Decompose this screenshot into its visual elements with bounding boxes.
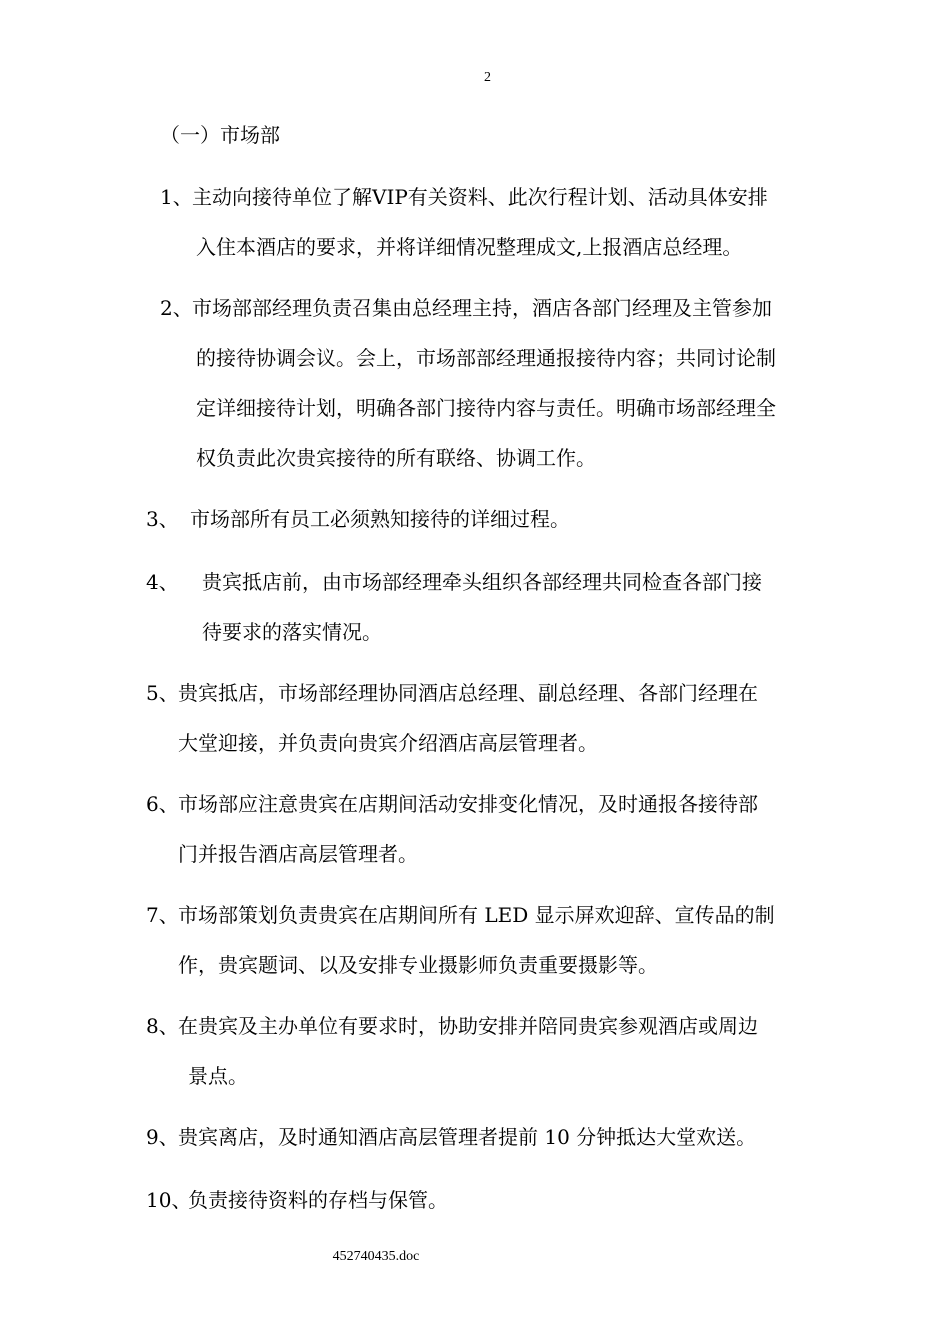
list-item bbox=[160, 172, 768, 272]
item-line: 市场部所有员工必须熟知接待的详细过程。 bbox=[190, 507, 570, 531]
item-number: 7、 bbox=[146, 903, 179, 927]
item-line: 待要求的落实情况。 bbox=[202, 620, 382, 644]
section-heading: （一）市场部 bbox=[160, 123, 280, 147]
item-number: 4、 bbox=[146, 570, 179, 594]
list-item bbox=[160, 283, 776, 483]
item-line: 定详细接待计划，明确各部门接待内容与责任。明确市场部经理全 bbox=[196, 396, 776, 420]
list-item bbox=[146, 1001, 758, 1101]
item-line: 景点。 bbox=[188, 1064, 248, 1088]
item-line: 入住本酒店的要求，并将详细情况整理成文,上报酒店总经理。 bbox=[196, 235, 743, 259]
item-number: 2、 bbox=[160, 296, 193, 320]
item-line: 门并报告酒店高层管理者。 bbox=[178, 842, 418, 866]
item-line: 贵宾抵店，市场部经理协同酒店总经理、副总经理、各部门经理在 bbox=[178, 681, 758, 705]
item-number: 3、 bbox=[146, 507, 179, 531]
item-line: 贵宾离店，及时通知酒店高层管理者提前 10 分钟抵达大堂欢送。 bbox=[178, 1125, 757, 1149]
list-item bbox=[146, 779, 758, 879]
item-number: 1、 bbox=[160, 185, 193, 209]
page-number: 2 bbox=[484, 70, 491, 85]
item-line: 大堂迎接，并负责向贵宾介绍酒店高层管理者。 bbox=[178, 731, 598, 755]
item-line: 主动向接待单位了解VIP有关资料、此次行程计划、活动具体安排 bbox=[192, 185, 768, 209]
item-line: 负责接待资料的存档与保管。 bbox=[188, 1188, 448, 1212]
list-item bbox=[146, 1175, 448, 1225]
list-item bbox=[146, 668, 758, 768]
list-item bbox=[146, 557, 762, 657]
item-number: 9、 bbox=[146, 1125, 179, 1149]
item-number: 10、 bbox=[146, 1188, 192, 1212]
item-line: 权负责此次贵宾接待的所有联络、协调工作。 bbox=[196, 446, 596, 470]
item-line: 作，贵宾题词、以及安排专业摄影师负责重要摄影等。 bbox=[178, 953, 658, 977]
item-line: 市场部部经理负责召集由总经理主持，酒店各部门经理及主管参加 bbox=[192, 296, 772, 320]
item-number: 5、 bbox=[146, 681, 179, 705]
item-line: 贵宾抵店前，由市场部经理牵头组织各部经理共同检查各部门接 bbox=[202, 570, 762, 594]
item-line: 市场部策划负责贵宾在店期间所有 LED 显示屏欢迎辞、宣传品的制 bbox=[178, 903, 775, 927]
document-footer: 452740435.doc bbox=[332, 1249, 420, 1264]
list-item bbox=[146, 1112, 756, 1162]
item-line: 市场部应注意贵宾在店期间活动安排变化情况，及时通报各接待部 bbox=[178, 792, 758, 816]
item-number: 6、 bbox=[146, 792, 179, 816]
item-line: 的接待协调会议。会上，市场部部经理通报接待内容；共同讨论制 bbox=[196, 346, 776, 370]
item-number: 8、 bbox=[146, 1014, 179, 1038]
list-item bbox=[146, 494, 570, 544]
list-item bbox=[146, 890, 775, 990]
item-line: 在贵宾及主办单位有要求时，协助安排并陪同贵宾参观酒店或周边 bbox=[178, 1014, 758, 1038]
